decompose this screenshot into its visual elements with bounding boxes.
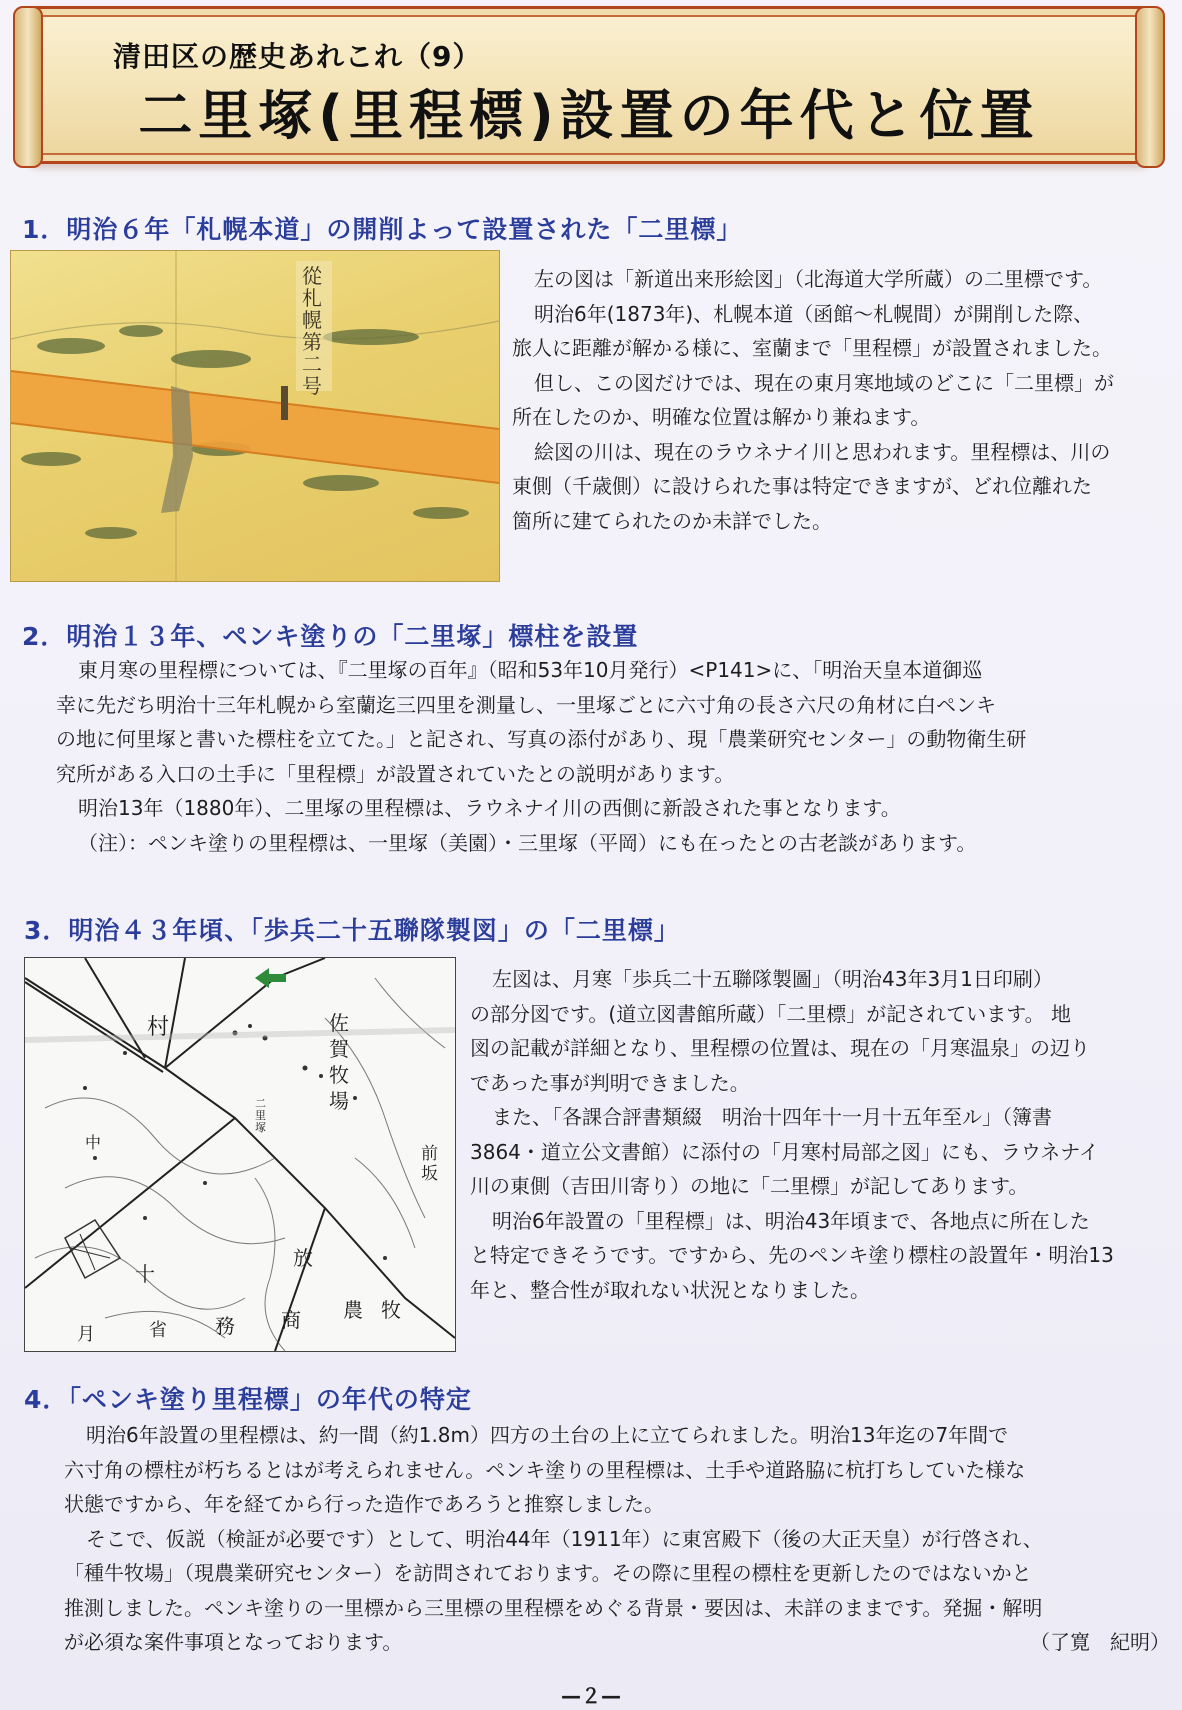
map-label-tsuki: 月 bbox=[77, 1324, 95, 1345]
title-banner bbox=[30, 6, 1148, 164]
section2-heading: 2．明治１３年、ペンキ塗りの「二里塚」標柱を設置 bbox=[22, 622, 639, 651]
text-line: 状態ですから、年を経てから行った造作であろうと推察しました。 bbox=[64, 1492, 664, 1516]
regiment-map bbox=[24, 957, 456, 1352]
text-line: 左の図は「新道出来形絵図」（北海道大学所蔵）の二里標です。 bbox=[534, 267, 1103, 291]
map-drawing bbox=[25, 958, 455, 1351]
page-title: 二里塚(里程標)設置の年代と位置 bbox=[138, 84, 1040, 147]
text-line: 所在したのか、明確な位置は解かり兼ねます。 bbox=[512, 405, 931, 429]
map-label-sho: 商 bbox=[281, 1308, 301, 1332]
section1-text bbox=[512, 262, 1114, 538]
map-label-naka: 中 bbox=[85, 1133, 102, 1152]
text-line: と特定できそうです。ですから、先のペンキ塗り標柱の設置年・明治13 bbox=[470, 1243, 1114, 1267]
section3-heading: 3．明治４３年頃、「歩兵二十五聯隊製図」の「二里標」 bbox=[24, 916, 680, 945]
map-label-mu: 務 bbox=[215, 1314, 235, 1338]
picture-marker-label: 從札幌第二号 bbox=[302, 264, 322, 398]
page-number: —２— bbox=[561, 1684, 621, 1708]
old-road-picture bbox=[10, 250, 500, 582]
text-line: 図の記載が詳細となり、里程標の位置は、現在の「月寒温泉」の辺り bbox=[470, 1036, 1090, 1060]
text-line: の部分図です。(道立図書館所蔵）「二里標」が記されています。 地 bbox=[470, 1001, 1071, 1026]
section4-text bbox=[64, 1418, 1043, 1660]
text-line: 推測しました。ペンキ塗りの一里標から三里標の里程標をめぐる背景・要因は、未詳のままです。発掘・解明 bbox=[64, 1595, 1043, 1620]
section1-heading: 1．明治６年「札幌本道」の開削よって設置された「二里標」 bbox=[22, 215, 743, 244]
map-label-shou: 省 bbox=[149, 1320, 167, 1341]
text-line: 但し、この図だけでは、現在の東月寒地域のどこに「二里標」が bbox=[534, 370, 1114, 395]
map-label-ho: 放 bbox=[293, 1246, 313, 1270]
text-line: 明治6年設置の「里程標」は、明治43年頃まで、各地点に所在した bbox=[492, 1208, 1090, 1233]
section2-text bbox=[56, 653, 1026, 860]
author-signature: （了寛 紀明） bbox=[1030, 1630, 1170, 1654]
text-line: 旅人に距離が解かる様に、室蘭まで「里程標」が設置されました。 bbox=[512, 336, 1112, 360]
section4-heading: 4．「ペンキ塗り里程標」の年代の特定 bbox=[24, 1385, 472, 1414]
text-line: また、「各課合評書類綴 明治十四年十一月十五年至ル」（簿書 bbox=[492, 1105, 1052, 1129]
map-label-mura: 村 bbox=[147, 1015, 170, 1040]
text-line: そこで、仮説（検証が必要です）として、明治44年（1911年）に東宮殿下（後の大正天皇）が行啓され、 bbox=[86, 1526, 1043, 1551]
text-line: 明治13年（1880年）、二里塚の里程標は、ラウネナイ川の西側に新設された事となります。 bbox=[78, 796, 901, 820]
text-line: 幸に先だち明治十三年札幌から室蘭迄三四里を測量し、一里塚ごとに六寸角の長さ六尺の角材に白ペンキ bbox=[56, 692, 996, 717]
text-line: 六寸角の標柱が朽ちるとはが考えられません。ペンキ塗りの里程標は、土手や道路脇に杭打ちしていた様な bbox=[64, 1457, 1026, 1482]
map-label-saga-farm: 佐賀牧場 bbox=[329, 1011, 349, 1113]
text-line: 3864・道立公文書館）に添付の「月寒村局部之図」にも、ラウネナイ bbox=[470, 1139, 1099, 1164]
text-line: 左図は、月寒「歩兵二十五聯隊製圖」（明治43年3月1日印刷） bbox=[492, 967, 1053, 991]
north-arrow bbox=[255, 968, 269, 988]
text-line: 明治6年設置の里程標は、約一間（約1.8m）四方の土台の上に立てられました。明治13年迄の7年間で bbox=[86, 1423, 1009, 1447]
map-label-maesaka: 前坂 bbox=[421, 1144, 438, 1184]
text-line: 東側（千歳側）に設けられた事は特定できますが、どれ位離れた bbox=[512, 474, 1092, 498]
text-line: 「種牛牧場」（現農業研究センター）を訪問されております。その際に里程の標柱を更新したのではないかと bbox=[64, 1561, 1032, 1585]
text-line: 川の東側（吉田川寄り）の地に「二里標」が記してあります。 bbox=[470, 1174, 1029, 1198]
map-label-ju: 十 bbox=[135, 1262, 155, 1286]
section3-text bbox=[470, 962, 1114, 1307]
text-line: 東月寒の里程標については、『二里塚の百年』（昭和53年10月発行）<P141>に、「明治天皇本道御巡 bbox=[78, 658, 983, 682]
picture-drawing bbox=[11, 251, 499, 581]
note-line: （注）：ペンキ塗りの里程標は、一里塚（美園）・三里塚（平岡）にも在ったとの古老談があります。 bbox=[78, 830, 977, 855]
text-line: 究所がある入口の土手に「里程標」が設置されていたとの説明があります。 bbox=[56, 761, 735, 786]
text-line: であった事が判明できました。 bbox=[470, 1070, 750, 1095]
text-line: の地に何里塚と書いた標柱を立てた。」と記され、写真の添付があり、現「農業研究センター」の動物衛生研 bbox=[56, 727, 1027, 751]
north-arrow-stem bbox=[268, 974, 286, 982]
series-subtitle: 清田区の歴史あれこれ（9） bbox=[113, 40, 482, 73]
text-line: 箇所に建てられたのか未詳でした。 bbox=[512, 508, 832, 533]
text-line: が必須な案件事項となっております。 bbox=[64, 1630, 403, 1654]
map-label-niri: 二里塚 bbox=[255, 1097, 266, 1134]
text-line: 年と、整合性が取れない状況となりました。 bbox=[470, 1277, 870, 1302]
map-label-noboku: 農牧 bbox=[343, 1298, 419, 1322]
text-line: 絵図の川は、現在のラウネナイ川と思われます。里程標は、川の bbox=[534, 439, 1111, 464]
text-line: 明治6年(1873年)、札幌本道（函館～札幌間）が開削した際、 bbox=[534, 301, 1094, 326]
